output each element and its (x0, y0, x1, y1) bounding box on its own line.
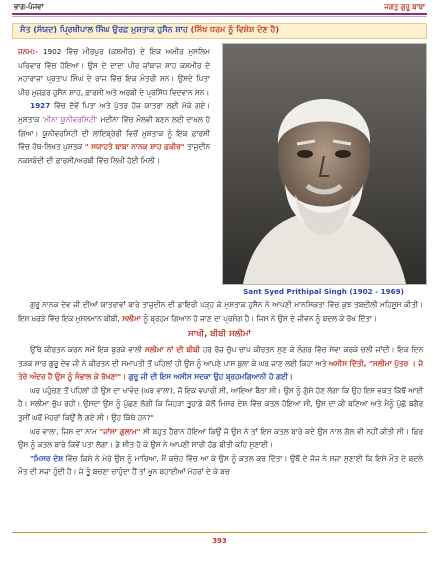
running-header-book-title: ਜਗਤੁ ਗੁਰੂ ਬਾਬਾ (384, 3, 425, 11)
portrait-caption: Sant Syed Prithipal Singh (1902 - 1969) (243, 287, 404, 296)
page-number: 393 (212, 537, 227, 545)
section-heading-salima: ਸਾਖੀ, ਬੀਬੀ ਸਲੀਮਾਂ (188, 329, 251, 339)
body-paragraph-manuscript: ਗੁਰੂ ਨਾਨਕ ਦੇਵ ਜੀ ਦੀਆਂ ਯਾਤਰਾਵਾਂ ਬਾਰੇ ਤਾਜੁਦੀਨ ਦੀ ਡਾਇਰੀ ਪੜ੍ਹ ਕੇ ਮੁਸ਼ਤਾਕ ਹੁਸੈਨ ਨੇ ਆਪਣੀ ਮਾਨਸਿਕਤਾ ਵਿੱਚ ਕੁਝ ਤਬਦੀਲੀ ਮਹਿਸੂਸ ਕੀਤੀ। ਇਸ ਖ਼ਰੜੇ ਵਿੱਚ ਇਕ ਮੁਸਲਮਾਨ ਬੀਬੀ, ਸਲੀਮਾ ਨੂੰ ਬ੍ਰਹਮ ਗਿਆਨ ਹੋ ਜਾਣ ਦਾ ਪ੍ਰਸੰਗ ਹੈ। ਜਿਸ ਨੇ ਉਸ ਦੇ ਜੀਵਨ ਨੂੰ ਬਦਲ ਕੇ ਰੱਖ ਦਿੱਤਾ। (18, 300, 423, 323)
story-paragraph-egypt: "ਮਿਸਰ ਦੇਸ਼ ਵਿੱਚ ਕਿਸੇ ਨੇ ਮੇਰੇ ਉਸ ਨੂੰ ਮਾਰਿਆ, ਮੈਂ ਕਚੇਹ ਵਿੱਚ ਆ ਕੇ ਉਸ ਨੂੰ ਕਤਲ ਕਰ ਦਿੱਤਾ। ਉਥੋਂ ਦੇ ਜੱਜ ਨੇ ਸਜ਼ਾ ਸੁਣਾਈ ਕਿ ਇਸੇ ਮੌਤ ਦੇ ਬਦਲੇ ਮੌਤ ਦੀ ਸਜ਼ਾ ਹੁੰਦੀ ਹੈ। ਜੇ ਤੂੰ ਬਚਣਾ ਚਾਹੁੰਦਾ ਹੈਂ ਤਾਂ ਖੂਨ ਬਹਾਈਆਂ ਮੋਹਰਾਂ ਦੇ ਕੇ ਬਚ (18, 453, 423, 477)
story-body (18, 343, 423, 479)
footer-rule (12, 532, 427, 533)
story-paragraph-blessing: ਉੱਥੇ ਕੀਰਤਨ ਕਰਨ ਸਮੇਂ ਇਕ ਬੁਰਕੇ ਵਾਲੀ ਸਲੀਮਾ ਨਾਂ ਦੀ ਬੀਬੀ ਹਰ ਰੋਜ਼ ਚੁੱਪ ਚਾਪ ਕੀਰਤਨ ਸੁਣ ਕੇ ਲੰਗਰ ਵਿੱਚ ਸੇਵਾ ਕਰਕੇ ਚਲੀ ਜਾਂਦੀ। ਇਕ ਦਿਨ ਤੜਕ ਸਾਰ ਗੁਰੂ ਦੇਵ ਜੀ ਨੇ ਕੀਰਤਨ ਦੀ ਸਮਾਪਤੀ ਤੋਂ ਪਹਿਲਾਂ ਹੀ ਉਸ ਨੂੰ ਆਪਣੇ ਪਾਸ ਬੁਲਾ ਕੇ ਘਰ ਜਾਣ ਲਈ ਕਿਹਾ ਅਤੇ ਅਸੀਸ ਦਿੱਤੀ, "ਸਲੀਮਾ ਪੁੱਤਰ । ਜੋ ਤੇਰੇ ਅੰਦਰ ਹੈ ਉਸ ਨੂੰ ਸੰਭਾਲ ਕੇ ਰੱਖਣਾ"। ਗੁਰੂ ਜੀ ਦੀ ਇਸ ਅਸੀਸ ਸਦਕਾ ਉਹ ਬ੍ਰਹਮਗਿਆਨੀ ਹੋ ਗਈ। (18, 345, 424, 382)
article-title (20, 25, 279, 35)
portrait-illustration (223, 44, 426, 284)
intro-column (18, 45, 210, 167)
birth-lead: ਜਨਮ:- (18, 47, 39, 56)
header-rule-thin (12, 16, 427, 17)
story-paragraph-husband: ਘਰ ਪਹੁੰਚਣ ਤੋਂ ਪਹਿਲਾਂ ਹੀ ਉਸ ਦਾ ਖਾਵੰਦ (ਘਰ ਵਾਲਾ), ਜੋ ਇਕ ਵਪਾਰੀ ਸੀ, ਆਇਆ ਬੈਠਾ ਸੀ। ਉਸ ਨੂੰ ਗੁੱਸੇ ਹੋਣ ਲੱਗਾ ਕਿ ਉਹ ਇਸ ਵਕਤ ਕਿੱਥੋਂ ਆਈ ਹੈ। ਸਲੀਮਾ ਚੁੱਪ ਰਹੀ। ਉਸਦਾ ਉਸ ਨੂੰ ਪੁੱਛਣ ਲੱਗੀ ਕਿ ਜਿਹੜਾ ਤੂਹਾਡੇ ਕੋਲੋਂ ਮਿਸਰ ਦੇਸ਼ ਵਿੱਚ ਕਤਲ ਹੋਇਆ ਸੀ, ਉਸ ਦਾ ਕੀ ਬਣਿਆ ਅਤੇ ਮੈਨੂੰ ਪੁੱਛੋ ਬਗੈਰ ਤੁਸੀਂ ਘਰੋਂ ਮੋਹਰਾਂ ਕਿਉਂ ਲੈ ਗਏ ਸੀ। ਉਹ ਕਿੱਥੇ ਹਨ?" (18, 385, 423, 422)
intro-paragraph-hajj: 1927 ਵਿੱਚ ਦੋਵੇਂ ਪਿਤਾ ਅਤੇ ਪੁੱਤਰ ਹੱਜ ਯਾਤਰਾ ਲਈ ਮੱਕੇ ਗਏ। ਮੁਸ਼ਤਾਕ 'ਮੀਨਾ ਯੂਨੀਵਰਸਿਟੀ' ਮਦੀਨਾ ਵਿੱਚ ਮੌਲਵੀ ਬਣਨ ਲਈ ਦਾਖ਼ਲ ਹੋ ਗਿਆ। ਯੂਨੀਵਰਸਿਟੀ ਦੀ ਲਾਇਬ੍ਰੇਰੀ ਵਿਚੋਂ ਮੁਸ਼ਤਾਕ ਨੂੰ ਇਕ ਫ਼ਾਰਸੀ ਵਿੱਚ ਹੱਥ-ਲਿਖਤ ਪੁਸਤਕ " ਸਯਾਹਤੇ ਬਾਬਾ ਨਾਨਕ ਸ਼ਾਹ ਫ਼ਕੀਰ" ਤਾਜੁਦੀਨ ਨਕਸ਼ਬੰਦੀ ਦੀ ਫ਼ਾਰਸੀ/ਅਰਬੀ ਵਿੱਚ ਲਿਖੀ ਹੋਈ ਮਿਲੀ। (18, 101, 211, 165)
running-header-section: ਭਾਗ-ਪੰਜਵਾਂ (14, 3, 44, 11)
intro-paragraph-birth: ਜਨਮ:- 1902 ਵਿੱਚ ਮੀਰਪੁਰ (ਕਸ਼ਮੀਰ) ਦੇ ਇਕ ਅਮੀਰ ਮੁਸਲਿਮ ਪਰਿਵਾਰ ਵਿੱਚ ਹੋਇਆ। ਉਸ ਦੇ ਦਾਦਾ ਪੀਰ ਜ਼ਾਂਬਾਜ਼ ਸ਼ਾਹ ਕਸ਼ਮੀਰ ਦੇ ਮਹਾਰਾਜਾ ਪ੍ਰਤਾਪ ਸਿੰਘ ਦੇ ਰਾਜ ਵਿੱਚ ਇਕ ਮੰਤਰੀ ਸਨ। ਉਸਦੇ ਪਿਤਾ ਪੀਰ ਮੁਜ਼ਫ਼ਰ ਹੁਸੈਨ ਸ਼ਾਹ, ਫ਼ਾਰਸੀ ਅਤੇ ਅਰਬੀ ਦੇ ਪ੍ਰਸਿੱਧ ਵਿਦਵਾਨ ਸਨ। (18, 47, 210, 97)
article-title-main: ਸੰਤ (ਸੱਯਦ) ਪ੍ਰਿਥੀਪਾਲ ਸਿੰਘ ਉਰਫ਼ ਮੁਸ਼ਤਾਕ ਹੁਸੈਨ ਸ਼ਾਹ (20, 25, 191, 34)
header-rule (12, 13, 427, 15)
article-title-accent: (ਸਿੱਖ ਧਰਮ ਨੂੰ ਵਿਸ਼ੇਸ਼ ਦੇਣ ਹੈ) (190, 25, 279, 34)
portrait-photo (222, 43, 427, 285)
story-paragraph-confession: ਘਰ ਵਾਲਾ, ਜਿਸ ਦਾ ਨਾਮ "ਜਾਂਸਾ ਗੁਲਾਮ" ਸੀ ਬਹੁਤ ਹੈਰਾਨ ਹੋਇਆ ਕਿਉਂ ਜੋ ਉਸ ਨੇ ਤਾਂ ਇਸ ਕਤਲ ਬਾਰੇ ਕਦੇ ਉਸ ਨਾਲ ਗੱਲ ਵੀ ਨਹੀਂ ਕੀਤੀ ਸੀ। ਫਿਰ ਉਸ ਨੂੰ ਕਤਲ ਬਾਰੇ ਕਿਵੇਂ ਪਤਾ ਲੱਗਾ। ਡੇ ਸ਼ੀਤ ਹੋ ਕੇ ਉਸ ਨੇ ਆਪਣੀ ਸਾਰੀ ਹੱਡ ਬੀਤੀ ਕਹਿ ਸੁਣਾਈ। (18, 426, 424, 450)
